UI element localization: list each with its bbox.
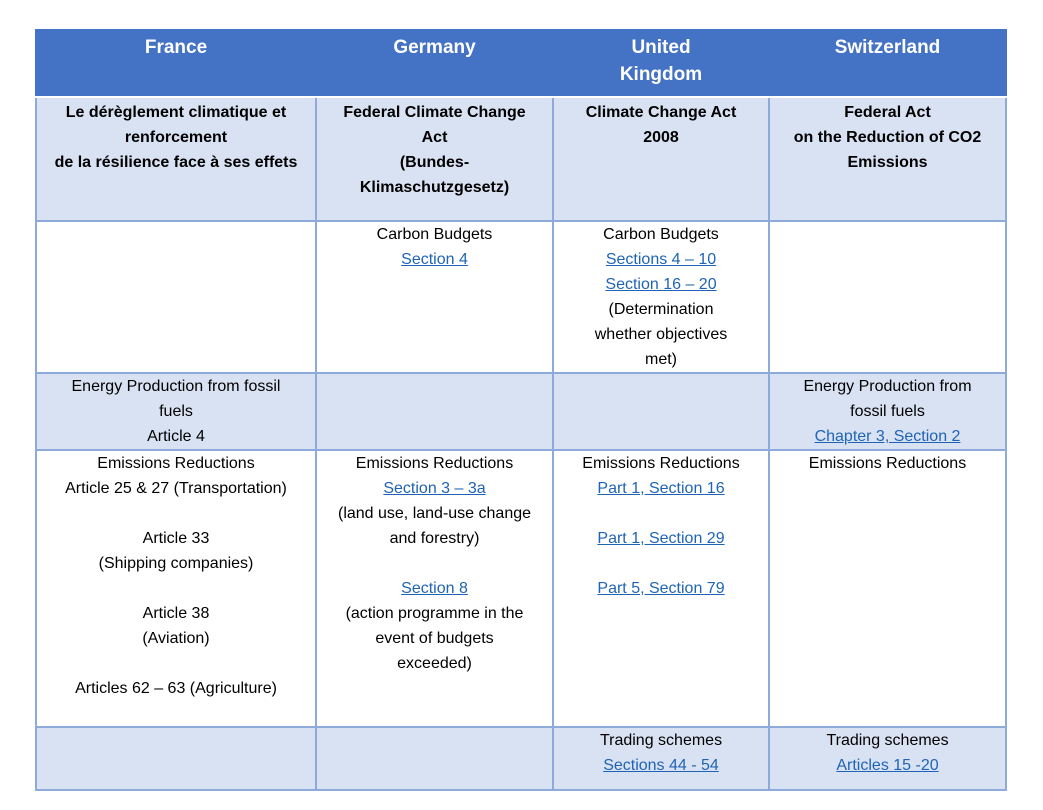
energy-france-line: Energy Production from fossil (71, 378, 281, 395)
spacer (319, 551, 550, 576)
emissions-switzerland-cell (769, 450, 1006, 727)
germany-section-8-link[interactable]: Section 8 (401, 580, 468, 597)
germany-section-3-line (319, 476, 550, 501)
energy-switzerland-cell (769, 373, 1006, 450)
header-france: France (36, 30, 316, 97)
uk-part-1-section-29-link[interactable]: Part 1, Section 29 (597, 530, 725, 547)
title-switzerland-line: on the Reduction of CO2 (793, 129, 982, 146)
carbon-france-cell (36, 221, 316, 373)
carbon-uk-note: (Determination (608, 301, 714, 318)
spacer (556, 551, 766, 576)
header-germany: Germany (316, 30, 553, 97)
header-switzerland: Switzerland (769, 30, 1006, 97)
spacer (39, 501, 313, 526)
germany-section-3-link[interactable]: Section 3 (383, 480, 451, 497)
title-germany-line: Federal Climate Change (343, 104, 526, 121)
emissions-france-item: Article 38 (142, 605, 210, 622)
title-germany-line: Act (421, 129, 448, 146)
emissions-france-item: Article 33 (142, 530, 210, 547)
emissions-france-label: Emissions Reductions (97, 455, 255, 472)
spacer (556, 501, 766, 526)
emissions-uk-label: Emissions Reductions (582, 455, 740, 472)
emissions-france-item: (Aviation) (142, 630, 210, 647)
law-title-row (36, 97, 1006, 221)
title-france-line: renforcement (124, 129, 228, 146)
trading-uk-label: Trading schemes (599, 732, 723, 749)
title-france (36, 97, 316, 221)
energy-uk-cell (553, 373, 769, 450)
spacer (39, 651, 313, 676)
switzerland-articles-15-20-link[interactable]: Articles 15 -20 (836, 757, 939, 774)
title-switzerland-line: Emissions (847, 154, 928, 171)
emissions-france-cell (36, 450, 316, 727)
header-uk-line2: Kingdom (619, 64, 703, 85)
title-germany (316, 97, 553, 221)
energy-switzerland-line: Energy Production from (803, 378, 972, 395)
switzerland-chapter-3-link[interactable]: Chapter 3, Section 2 (814, 428, 961, 445)
energy-france-line: fuels (159, 403, 193, 420)
uk-part-1-section-16-link[interactable]: Part 1, Section 16 (597, 480, 725, 497)
title-germany-line: Klimaschutzgesetz) (359, 179, 510, 196)
header-uk-line1: United (631, 37, 691, 58)
title-uk-line: 2008 (643, 129, 679, 146)
uk-sections-4-10-link[interactable]: Sections 4 – 10 (605, 251, 717, 268)
header-uk (553, 30, 769, 97)
carbon-uk-note: whether objectives (594, 326, 728, 343)
title-switzerland (769, 97, 1006, 221)
emissions-germany-note: (land use, land-use change (337, 505, 532, 522)
trading-france-cell (36, 727, 316, 790)
emissions-germany-cell (316, 450, 553, 727)
emissions-germany-note: event of budgets (375, 630, 494, 647)
energy-switzerland-line: fossil fuels (850, 403, 925, 420)
title-france-line: Le dérèglement climatique et (65, 104, 287, 121)
germany-section-3a-link[interactable]: – 3a (450, 480, 486, 497)
legislation-comparison (35, 29, 1005, 791)
emissions-germany-label: Emissions Reductions (355, 455, 514, 472)
carbon-uk-cell (553, 221, 769, 373)
emissions-germany-note: exceeded) (397, 655, 472, 672)
title-france-line: de la résilience face à ses effets (54, 154, 298, 171)
emissions-france-item: Article 25 & 27 (Transportation) (65, 480, 287, 497)
uk-section-16-20-link[interactable]: Section 16 – 20 (605, 276, 717, 293)
comparison-table (35, 29, 1007, 791)
title-switzerland-line: Federal Act (844, 104, 931, 121)
germany-section-4-link[interactable]: Section 4 (401, 251, 468, 268)
trading-schemes-row (36, 727, 1006, 790)
energy-germany-cell (316, 373, 553, 450)
emissions-france-item: (Shipping companies) (98, 555, 254, 572)
title-germany-line: (Bundes- (399, 154, 470, 171)
carbon-uk-note: met) (645, 351, 677, 368)
carbon-switzerland-cell (769, 221, 1006, 373)
carbon-germany-label: Carbon Budgets (376, 226, 493, 243)
emissions-france-item: Articles 62 – 63 (Agriculture) (75, 680, 277, 697)
uk-part-5-section-79-link[interactable]: Part 5, Section 79 (597, 580, 725, 597)
carbon-budgets-row (36, 221, 1006, 373)
emissions-uk-cell (553, 450, 769, 727)
emissions-germany-note: (action programme in the (345, 605, 524, 622)
title-uk (553, 97, 769, 221)
title-uk-line: Climate Change Act (585, 104, 737, 121)
emissions-reductions-row (36, 450, 1006, 727)
carbon-uk-label: Carbon Budgets (603, 226, 719, 243)
emissions-germany-note: and forestry) (389, 530, 480, 547)
energy-france-cell (36, 373, 316, 450)
emissions-switzerland-label: Emissions Reductions (808, 455, 967, 472)
trading-switzerland-cell (769, 727, 1006, 790)
header-row (36, 30, 1006, 97)
spacer (39, 576, 313, 601)
trading-germany-cell (316, 727, 553, 790)
energy-france-line: Article 4 (147, 428, 205, 445)
trading-uk-cell (553, 727, 769, 790)
trading-switzerland-label: Trading schemes (826, 732, 949, 749)
carbon-germany-cell (316, 221, 553, 373)
uk-sections-44-54-link[interactable]: Sections 44 - 54 (603, 757, 719, 774)
energy-production-row (36, 373, 1006, 450)
